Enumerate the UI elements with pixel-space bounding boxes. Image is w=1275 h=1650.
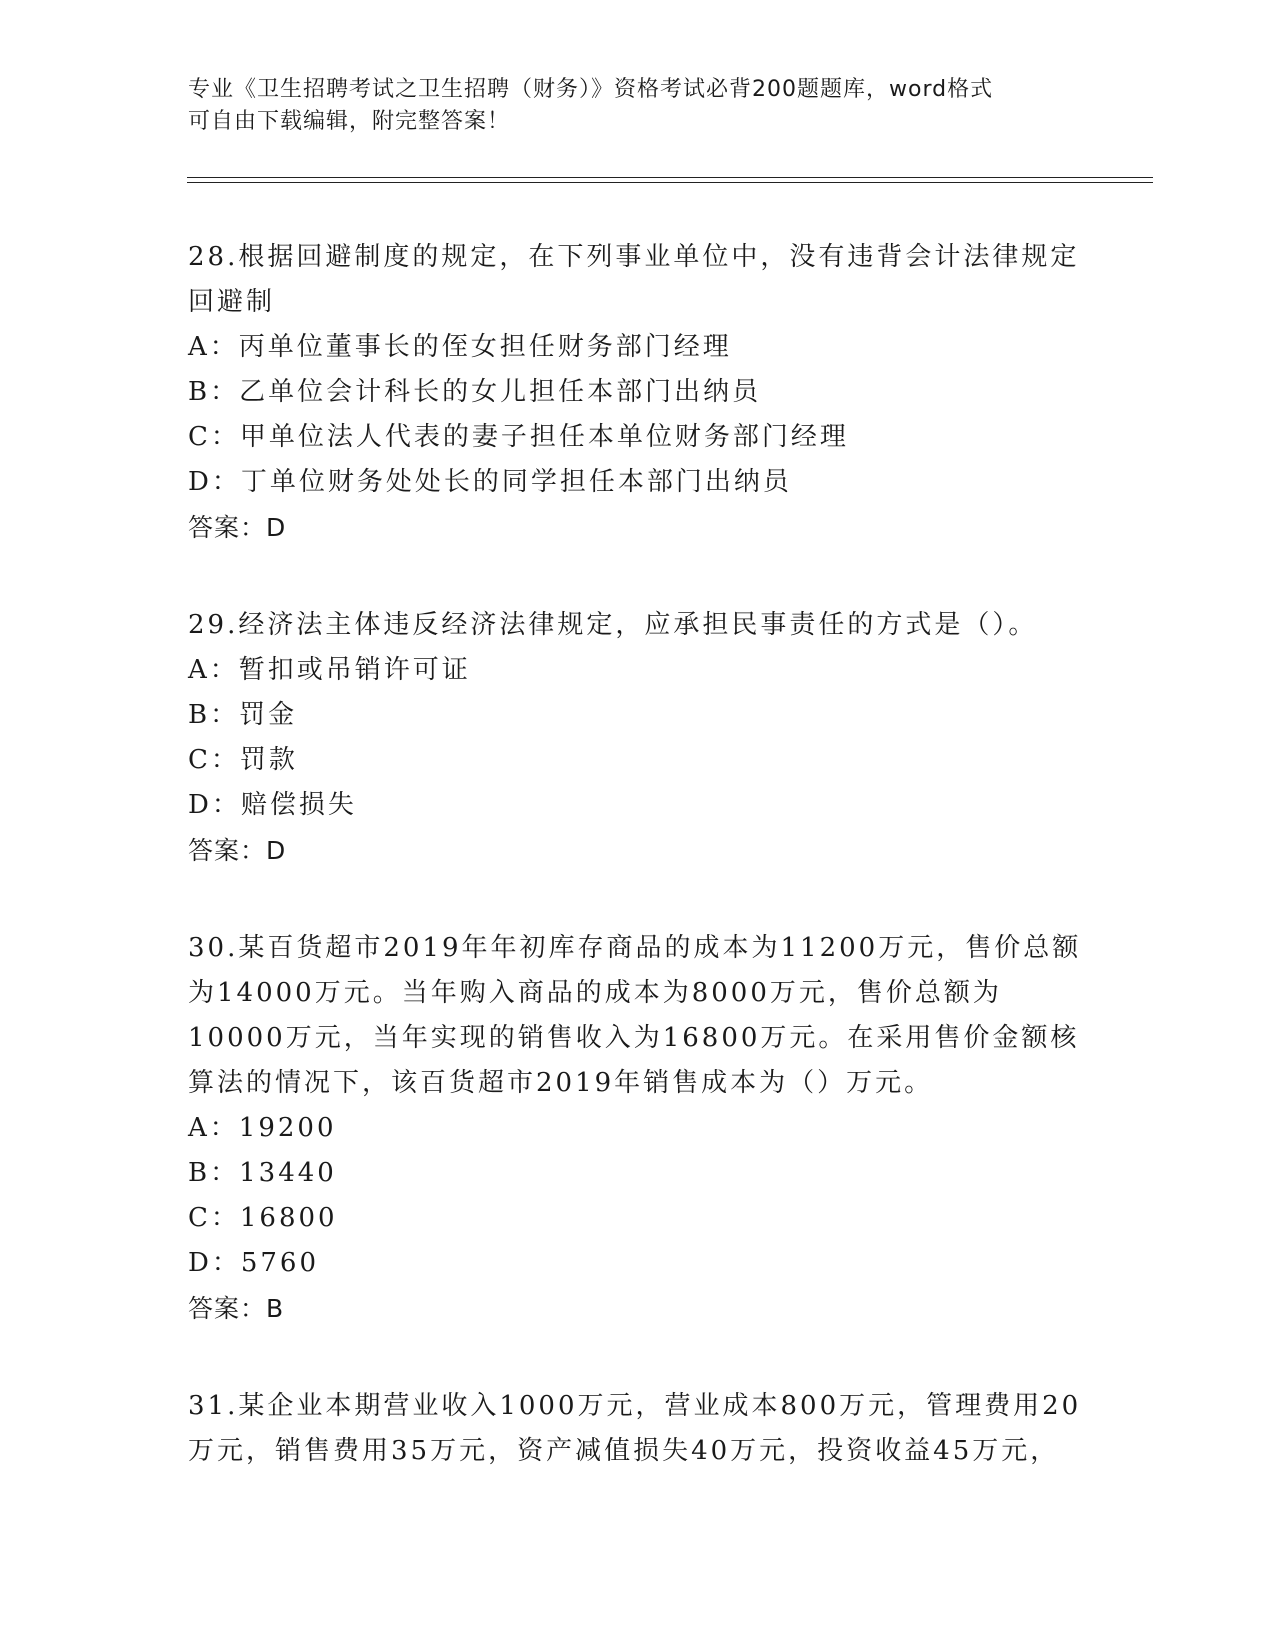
option-b: B：13440 <box>188 1158 337 1188</box>
question-31 <box>188 1384 1088 1474</box>
option-b: B：罚金 <box>188 700 298 730</box>
option-c: C：16800 <box>188 1203 338 1233</box>
option-d: D：赔偿损失 <box>188 790 357 820</box>
question-29 <box>188 603 1088 873</box>
option-d: D：丁单位财务处处长的同学担任本部门出纳员 <box>188 467 792 497</box>
option-d: D：5760 <box>188 1248 320 1278</box>
option-b: B：乙单位会计科长的女儿担任本部门出纳员 <box>188 377 762 407</box>
option-c: C：罚款 <box>188 745 298 775</box>
document-header <box>188 74 1088 138</box>
option-c: C：甲单位法人代表的妻子担任本单位财务部门经理 <box>188 422 849 452</box>
header-divider-bottom <box>187 182 1153 183</box>
answer: 答案：B <box>188 1294 285 1323</box>
question-28 <box>188 235 1088 550</box>
answer: 答案：D <box>188 513 287 542</box>
question-stem: 29.经济法主体违反经济法律规定，应承担民事责任的方式是（）。 <box>188 610 1038 640</box>
option-a: A：暂扣或吊销许可证 <box>188 655 471 685</box>
header-divider-top <box>187 177 1153 178</box>
question-stem: 30.某百货超市2019年年初库存商品的成本为11200万元，售价总额为14000万元。当年购入商品的成本为8000万元，售价总额为10000万元，当年实现的销售收入为16800万元。在采用售价金额核算法的情况下，该百货超市2019年销售成本为（）万元。 <box>188 933 1082 1098</box>
question-list <box>188 235 1088 1527</box>
answer: 答案：D <box>188 836 287 865</box>
question-stem: 28.根据回避制度的规定，在下列事业单位中，没有违背会计法律规定回避制 <box>188 242 1080 317</box>
question-30 <box>188 926 1088 1331</box>
option-a: A：丙单位董事长的侄女担任财务部门经理 <box>188 332 732 362</box>
header-line-2: 可自由下载编辑，附完整答案！ <box>188 109 511 134</box>
question-stem: 31.某企业本期营业收入1000万元，营业成本800万元，管理费用20万元，销售费用35万元，资产减值损失40万元，投资收益45万元， <box>188 1391 1082 1466</box>
header-line-1: 专业《卫生招聘考试之卫生招聘（财务）》资格考试必背200题题库，word格式 <box>188 77 994 102</box>
option-a: A：19200 <box>188 1113 337 1143</box>
